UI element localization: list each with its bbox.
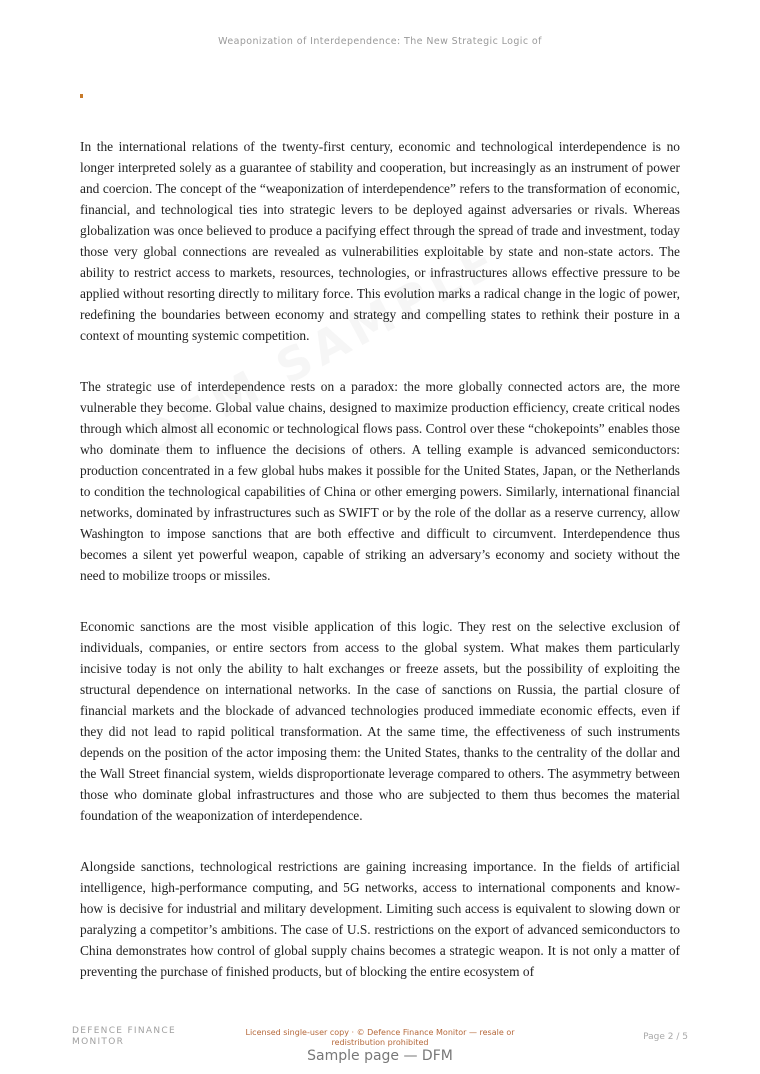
footer-license: Licensed single-user copy · © Defence Finance Monitor — resale or redistribution prohibited — [245, 1028, 515, 1047]
page-number: Page 2 / 5 — [643, 1032, 688, 1042]
running-header: Weaponization of Interdependence: The New Strategic Logic of — [218, 36, 542, 47]
sample-caption: Sample page — DFM — [307, 1048, 453, 1064]
paragraph: Economic sanctions are the most visible application of this logic. They rest on the selective exclusion of individuals, companies, or entire sectors from access to the global system. What makes them particularly incisive today is not only the ability to halt exchanges or freeze assets, but the possibility of exploiting the structural dependence on international networks. In the case of sanctions on Russia, the partial closure of financial markets and the blockade of advanced technologies produced immediate economic effects, even if they did not lead to rapid political transformation. At the same time, the effectiveness of such instruments depends on the position of the actor imposing them: the United States, thanks to the centrality of the dollar and the Wall Street financial system, wields disproportionate leverage compared to others. The asymmetry between those who dominate global infrastructures and those who are subjected to them thus becomes the material foundation of the weaponization of interdependence. — [80, 619, 680, 823]
paragraph: In the international relations of the twenty-first century, economic and technological interdependence is no longer interpreted solely as a guarantee of stability and cooperation, but increasingly as an instrument of power and coercion. The concept of the “weaponization of interdependence” refers to the transformation of economic, financial, and technological ties into strategic levers to be deployed against adversaries or rivals. Whereas globalization was once believed to produce a pacifying effect through the spread of trade and investment, today those very global connections are revealed as vulnerabilities exploitable by state and non-state actors. The ability to restrict access to markets, resources, technologies, or infrastructures allows effective pressure to be applied without resorting directly to military force. This evolution marks a radical change in the logic of power, redefining the boundaries between economy and strategy and compelling states to rethink their posture in a context of mounting systemic competition. — [80, 139, 680, 343]
footer-brand-line: MONITOR — [72, 1037, 125, 1047]
footer-brand — [72, 1026, 176, 1048]
paragraph: The strategic use of interdependence rests on a paradox: the more globally connected actors are, the more vulnerable they become. Global value chains, designed to maximize production efficiency, create critical nodes through which almost all economic or technological flows pass. Control over these “chokepoints” enables those who dominate them to influence the decisions of others. A telling example is advanced semiconductors: production concentrated in a few global hubs makes it possible for the United States, Japan, or the Netherlands to condition the technological capabilities of China or other emerging powers. Similarly, international financial networks, dominated by infrastructures such as SWIFT or by the role of the dollar as a reserve currency, allow Washington to impose sanctions that are both effective and difficult to circumvent. Interdependence thus becomes a silent yet powerful weapon, capable of striking an adversary’s economy and society without the need to mobilize troops or missiles. — [80, 379, 680, 583]
accent-mark — [80, 94, 83, 98]
paragraph: Alongside sanctions, technological restrictions are gaining increasing importance. In the fields of artificial intelligence, high-performance computing, and 5G networks, access to international components and know-how is decisive for industrial and military development. Limiting such access is equivalent to slowing down or paralyzing a competitor’s ambitions. The case of U.S. restrictions on the export of advanced semiconductors to China demonstrates how control of global supply chains becomes a strategic weapon. It is not only a matter of preventing the purchase of finished products, but of blocking the entire ecosystem of — [80, 859, 680, 979]
footer-brand-line: DEFENCE FINANCE — [72, 1026, 176, 1036]
body-text — [80, 136, 680, 984]
